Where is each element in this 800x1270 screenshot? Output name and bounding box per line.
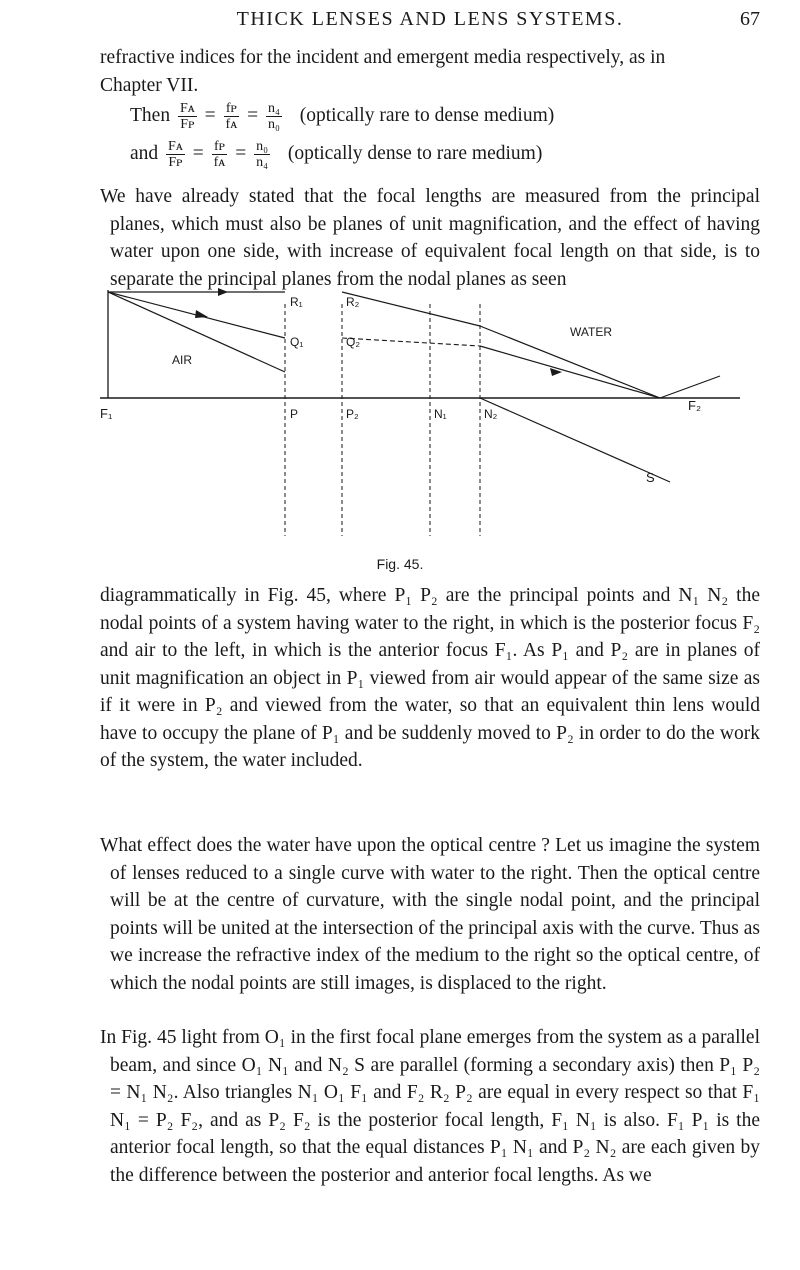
eq1-lhs-fraction: $\frac{\text{Fᴀ}}{\text{Fᴘ}}$ — [179, 101, 195, 132]
label-p1: P — [290, 407, 299, 421]
label-r2: R₂ — [346, 295, 360, 309]
ray-upper-water — [480, 346, 660, 398]
eq1-mid-fraction: $\frac{\text{fᴘ}}{\text{fᴀ}}$ — [225, 101, 238, 132]
equation-1: Then $\frac{\text{Fᴀ}}{\text{Fᴘ}}$ = $\frac{\text{fᴘ}}{\text{fᴀ}}$ = $\frac{\text{n₄}}{\text{n₀}}$ (optically rare to dense medium) — [130, 101, 555, 132]
eq1-rhs-fraction: $\frac{\text{n₄}}{\text{n₀}}$ — [267, 101, 280, 132]
label-air: AIR — [172, 353, 193, 367]
eq2-note: (optically dense to rare medium) — [287, 142, 543, 164]
intro-text — [100, 44, 760, 99]
intro-line-1: refractive indices for the incident and emergent media respectively, as in — [100, 47, 666, 68]
figure-45-diagram — [100, 286, 740, 548]
ray-r2-emergent — [342, 292, 480, 326]
label-o1 — [100, 286, 115, 287]
page-number: 67 — [740, 8, 760, 30]
eq2-mid-fraction: $\frac{\text{fᴘ}}{\text{fᴀ}}$ — [213, 139, 226, 170]
eq2-prefix: and — [130, 142, 159, 164]
intro-line-2: Chapter VII. — [100, 74, 199, 96]
label-r1: R₁ — [290, 295, 303, 309]
paragraph-4-text: In Fig. 45 light from O₁ in the first focal plane emerges from the system as a parallel beam, and since O₁ N₁ and N₂ S are parallel (forming a secondary axis) then P₁ P₂ = N₁ N₂. Also triangles N₁ O₁ F₁ and F₂ R₂ P₂ are equal in every respect so that F₁ N₁ = P₂ F₂, and as P₂ F₂ is the posterior focal length, F₁ N₁ is also. F₁ P₁ is the anterior focal length, so that the equal distances P₁ N₁ and P₂ N₂ are each given by the difference between the posterior and anterior focal lengths. As we — [100, 1027, 760, 1186]
label-n2: N₂ — [484, 407, 498, 421]
ray-f2 — [660, 376, 720, 398]
label-p2: P₂ — [346, 407, 359, 421]
ray-top-arrow — [218, 288, 228, 296]
eq1-prefix: Then — [130, 104, 171, 126]
label-n1: N₁ — [434, 407, 447, 421]
eq1-note: (optically rare to dense medium) — [299, 104, 555, 126]
equation-2: and $\frac{\text{Fᴀ}}{\text{Fᴘ}}$ = $\frac{\text{fᴘ}}{\text{fᴀ}}$ = $\frac{\text{n₀}}{\text{n₄}}$ (optically dense to rare medium) — [130, 139, 543, 170]
paragraph-2-text: diagrammatically in Fig. 45, where P₁ P₂ are the principal points and N₁ N₂ the nodal points of a system having water to the right, in which is the posterior focus F₂ and air to the left, in which is the anterior focus F₁. As P₁ and P₂ are in planes of unit magnification an object in P₁ viewed from air would appear of the same size as if it were in P₂ and viewed from the water, so that an equivalent thin lens would have to occupy the plane of P₁ and be suddenly moved to P₂ in order to do the work of the system, the water included. — [100, 585, 760, 771]
running-header — [100, 6, 760, 36]
paragraph-2 — [100, 582, 760, 775]
label-q1: Q₁ — [290, 335, 304, 349]
secondary-axis-n2-s — [480, 398, 670, 482]
ray-o1-to-f1 — [108, 292, 285, 372]
label-f1: F₁ — [100, 406, 113, 421]
paragraph-3-text: What effect does the water have upon the optical centre ? Let us imagine the system of lenses reduced to a single curve with water to the right. Then the optical centre will be at the centre of curvature, with the single nodal point, and the principal points will be united at the intersection of the principal axis with the curve. Thus as we increase the refractive index of the medium to the right so the optical centre, of which the nodal points are still images, is displaced to the right. — [100, 835, 760, 994]
ray-middle-arrow — [195, 310, 208, 318]
label-f2: F₂ — [688, 398, 701, 413]
paragraph-4 — [100, 1024, 760, 1189]
label-q2: Q₂ — [346, 335, 360, 349]
figure-caption: Fig. 45. — [376, 556, 424, 572]
paragraph-1-text: We have already stated that the focal lengths are measured from the principal planes, which must also be planes of unit magnification, and the effect of having water upon one side, with increase of equivalent focal length on that side, is to separate the principal planes from the nodal planes as seen — [100, 186, 760, 290]
paragraph-1 — [100, 183, 760, 293]
eq2-rhs-fraction: $\frac{\text{n₀}}{\text{n₄}}$ — [256, 139, 268, 170]
paragraph-3 — [100, 832, 760, 997]
label-s: S — [646, 470, 655, 485]
eq2-lhs-fraction: $\frac{\text{Fᴀ}}{\text{Fᴘ}}$ — [168, 139, 183, 170]
ray-q2-emergent — [342, 338, 480, 346]
running-title: THICK LENSES AND LENS SYSTEMS. — [236, 8, 624, 30]
label-water: WATER — [570, 325, 612, 339]
